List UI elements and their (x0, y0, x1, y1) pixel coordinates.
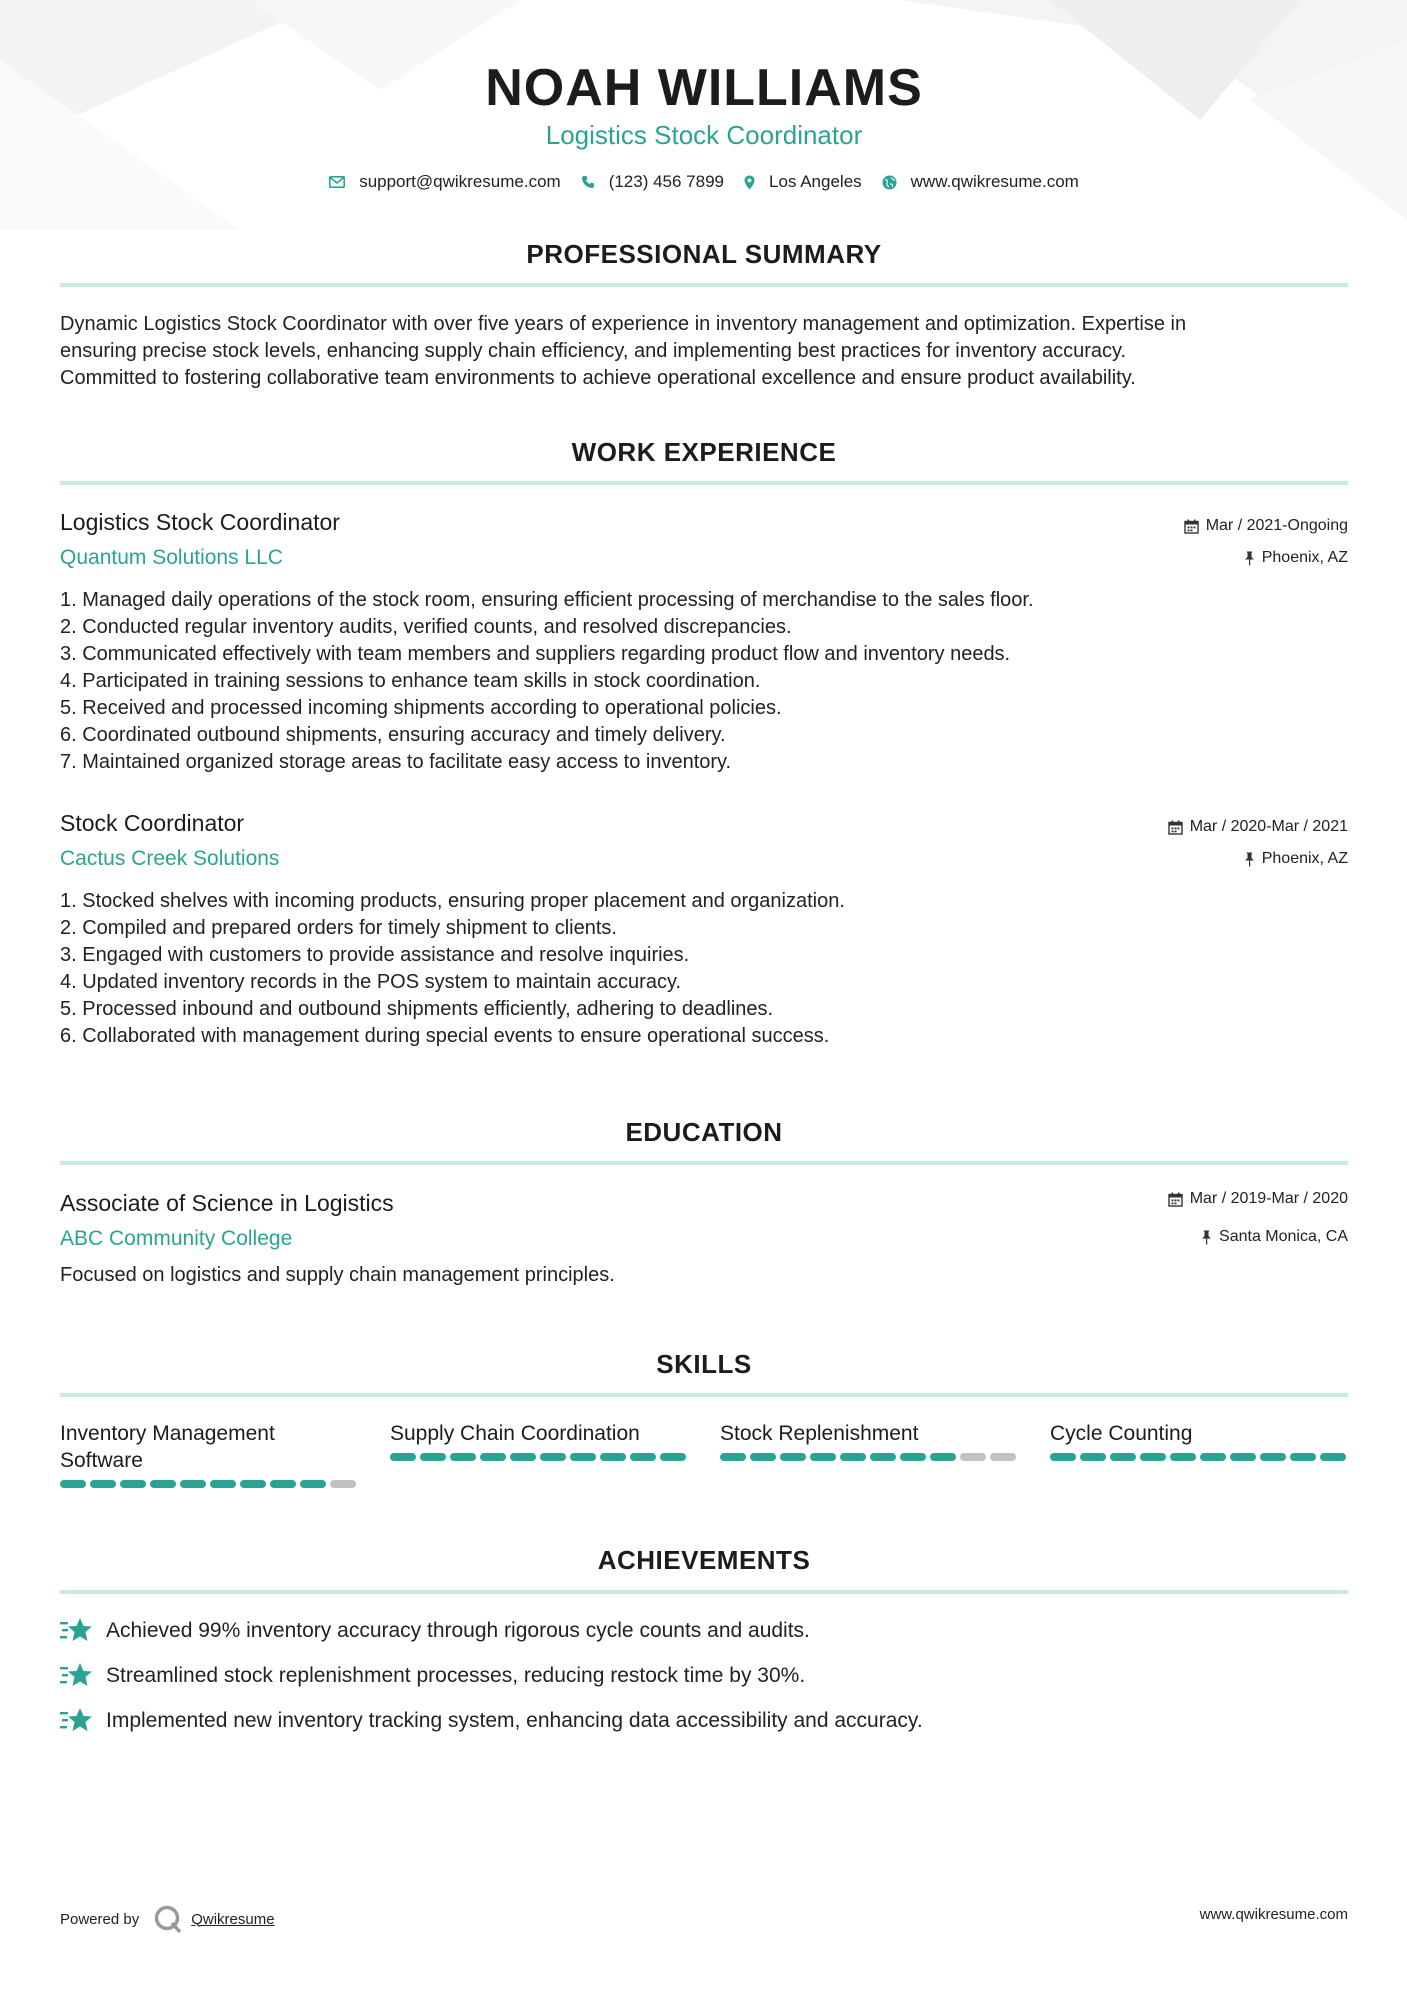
education-divider (60, 1161, 1348, 1165)
pushpin-icon (1244, 551, 1255, 566)
list-item: 1. Managed daily operations of the stock room, ensuring efficient processing of merchandise to the sales floor. (60, 589, 1034, 611)
pushpin-icon (1244, 852, 1255, 867)
skill-level-segment-filled (300, 1480, 326, 1488)
list-item: 6. Coordinated outbound shipments, ensuring accuracy and timely delivery. (60, 724, 726, 746)
skill-level-segment-filled (1320, 1453, 1346, 1461)
skill-level-segment-filled (660, 1453, 686, 1461)
achievement-text: Achieved 99% inventory accuracy through rigorous cycle counts and audits. (106, 1619, 810, 1642)
skill-level-segment-filled (510, 1453, 536, 1461)
education-dates-text: Mar / 2019-Mar / 2020 (1189, 1190, 1348, 1207)
education-description: Focused on logistics and supply chain management principles. (60, 1264, 615, 1286)
powered-by-label: Powered by (60, 1910, 140, 1928)
skill-level-segment-filled (450, 1453, 476, 1461)
skill-level-segment-filled (900, 1453, 926, 1461)
education-location (1201, 1228, 1348, 1246)
skill-level-segment-empty (330, 1480, 356, 1488)
location-text: Los Angeles (769, 172, 862, 191)
skill-level-segment-empty (960, 1453, 986, 1461)
skill-level-segment-filled (210, 1480, 236, 1488)
education-dates (1168, 1190, 1348, 1208)
contact-phone[interactable] (581, 172, 724, 192)
job-dates-text: Mar / 2020-Mar / 2021 (1189, 818, 1348, 835)
achievement-item (60, 1617, 810, 1645)
footer-website[interactable]: www.qwikresume.com (1199, 1906, 1348, 1923)
skill-level-segment-filled (90, 1480, 116, 1488)
email-text: support@qwikresume.com (359, 172, 561, 191)
job-location (1244, 549, 1348, 567)
summary-line: Dynamic Logistics Stock Coordinator with over five years of experience in inventory management and optimization. Expertise in (60, 313, 1187, 335)
skill-level-segment-filled (180, 1480, 206, 1488)
pushpin-icon (1201, 1230, 1212, 1245)
summary-line: ensuring precise stock levels, enhancing supply chain efficiency, and implementing best practices for inventory accuracy. (60, 340, 1127, 362)
job-responsibilities (60, 888, 845, 1050)
calendar-icon (1168, 820, 1183, 835)
skill-level-segment-filled (390, 1453, 416, 1461)
skill-level-segment-filled (1110, 1453, 1136, 1461)
achievement-item (60, 1662, 805, 1690)
star-award-icon (60, 1617, 94, 1645)
list-item: 3. Engaged with customers to provide assistance and resolve inquiries. (60, 944, 690, 966)
calendar-icon (1184, 519, 1199, 534)
skill-item (390, 1420, 690, 1461)
skill-item (1050, 1420, 1350, 1461)
list-item: 3. Communicated effectively with team members and suppliers regarding product flow and inventory needs. (60, 643, 1011, 665)
skill-level-segment-filled (1080, 1453, 1106, 1461)
achievement-item (60, 1707, 923, 1735)
contact-website[interactable] (882, 172, 1079, 192)
skill-level-segment-filled (630, 1453, 656, 1461)
job-company: Cactus Creek Solutions (60, 847, 280, 870)
skill-name: Inventory Management (60, 1422, 275, 1445)
skill-level-segment-filled (1140, 1453, 1166, 1461)
list-item: 7. Maintained organized storage areas to facilitate easy access to inventory. (60, 751, 732, 773)
skill-item (720, 1420, 1020, 1461)
skill-name: Stock Replenishment (720, 1422, 919, 1445)
list-item: 1. Stocked shelves with incoming products, ensuring proper placement and organization. (60, 890, 845, 912)
skill-level-segment-filled (810, 1453, 836, 1461)
skill-name: Supply Chain Coordination (390, 1422, 640, 1445)
skill-level-segment-filled (1200, 1453, 1226, 1461)
phone-text: (123) 456 7899 (608, 172, 725, 191)
list-item: 5. Received and processed incoming shipments according to operational policies. (60, 697, 782, 719)
summary-divider (60, 283, 1348, 287)
qwikresume-logo-icon (153, 1904, 183, 1934)
skill-level-segment-filled (1260, 1453, 1286, 1461)
education-location-text: Santa Monica, CA (1219, 1228, 1348, 1245)
achievements-divider (60, 1590, 1348, 1594)
skill-level-bar (390, 1453, 690, 1461)
skill-level-segment-filled (480, 1453, 506, 1461)
education-heading: EDUCATION (625, 1117, 783, 1147)
achievement-text: Implemented new inventory tracking system, enhancing data accessibility and accuracy. (106, 1709, 923, 1732)
website-text: www.qwikresume.com (910, 172, 1079, 191)
skill-level-segment-filled (750, 1453, 776, 1461)
job-dates (1184, 517, 1348, 535)
job-responsibilities (60, 587, 1034, 776)
job-location (1244, 850, 1348, 868)
skill-level-segment-filled (1230, 1453, 1256, 1461)
phone-icon (581, 175, 595, 189)
skill-level-segment-filled (870, 1453, 896, 1461)
skills-divider (60, 1393, 1348, 1397)
job-dates (1168, 818, 1348, 836)
job-location-text: Phoenix, AZ (1261, 549, 1348, 566)
contact-bar (60, 172, 1348, 192)
summary-text (60, 311, 1348, 392)
skill-level-segment-filled (1290, 1453, 1316, 1461)
achievement-text: Streamlined stock replenishment processes, reducing restock time by 30%. (106, 1664, 806, 1687)
list-item: 6. Collaborated with management during special events to ensure operational success. (60, 1025, 830, 1047)
skill-level-segment-filled (150, 1480, 176, 1488)
summary-line: Committed to fostering collaborative team environments to achieve operational excellence and ensure product availability. (60, 367, 1136, 389)
skills-heading: SKILLS (656, 1349, 752, 1379)
globe-icon (882, 175, 897, 190)
footer-powered-by (60, 1904, 275, 1934)
list-item: 4. Updated inventory records in the POS system to maintain accuracy. (60, 971, 682, 993)
skill-level-bar (720, 1453, 1020, 1461)
skill-name-continued: Software (60, 1449, 143, 1472)
calendar-icon (1168, 1192, 1183, 1207)
job-location-text: Phoenix, AZ (1261, 850, 1348, 867)
contact-email[interactable] (329, 172, 561, 192)
skill-level-bar (1050, 1453, 1350, 1461)
skill-level-segment-filled (570, 1453, 596, 1461)
candidate-name: NOAH WILLIAMS (485, 59, 923, 117)
skill-level-segment-filled (840, 1453, 866, 1461)
skill-level-segment-filled (1170, 1453, 1196, 1461)
education-degree: Associate of Science in Logistics (60, 1190, 394, 1216)
skill-level-segment-filled (720, 1453, 746, 1461)
experience-divider (60, 481, 1348, 485)
skill-level-segment-filled (270, 1480, 296, 1488)
list-item: 4. Participated in training sessions to enhance team skills in stock coordination. (60, 670, 761, 692)
qwikresume-link[interactable]: Qwikresume (191, 1910, 275, 1928)
skill-level-segment-empty (990, 1453, 1016, 1461)
envelope-icon (329, 176, 345, 188)
skill-level-segment-filled (1050, 1453, 1076, 1461)
education-school: ABC Community College (60, 1227, 293, 1250)
skill-level-bar (60, 1480, 360, 1488)
skill-level-segment-filled (600, 1453, 626, 1461)
summary-heading: PROFESSIONAL SUMMARY (526, 239, 882, 269)
skill-level-segment-filled (420, 1453, 446, 1461)
skill-level-segment-filled (120, 1480, 146, 1488)
job-company: Quantum Solutions LLC (60, 546, 283, 569)
star-award-icon (60, 1662, 94, 1690)
skill-item (60, 1420, 360, 1488)
star-award-icon (60, 1707, 94, 1735)
job-dates-text: Mar / 2021-Ongoing (1205, 517, 1348, 534)
job-title: Logistics Stock Coordinator (60, 509, 340, 535)
map-pin-icon (744, 175, 755, 190)
list-item: 2. Conducted regular inventory audits, verified counts, and resolved discrepancies. (60, 616, 792, 638)
list-item: 2. Compiled and prepared orders for timely shipment to clients. (60, 917, 617, 939)
contact-location (744, 172, 862, 192)
skill-level-segment-filled (540, 1453, 566, 1461)
skill-level-segment-filled (60, 1480, 86, 1488)
candidate-title: Logistics Stock Coordinator (545, 120, 863, 150)
skill-name: Cycle Counting (1050, 1422, 1193, 1445)
skill-level-segment-filled (240, 1480, 266, 1488)
list-item: 5. Processed inbound and outbound shipments efficiently, adhering to deadlines. (60, 998, 774, 1020)
achievements-heading: ACHIEVEMENTS (597, 1545, 811, 1575)
job-title: Stock Coordinator (60, 810, 245, 836)
experience-heading: WORK EXPERIENCE (571, 437, 837, 467)
skill-level-segment-filled (780, 1453, 806, 1461)
skill-level-segment-filled (930, 1453, 956, 1461)
